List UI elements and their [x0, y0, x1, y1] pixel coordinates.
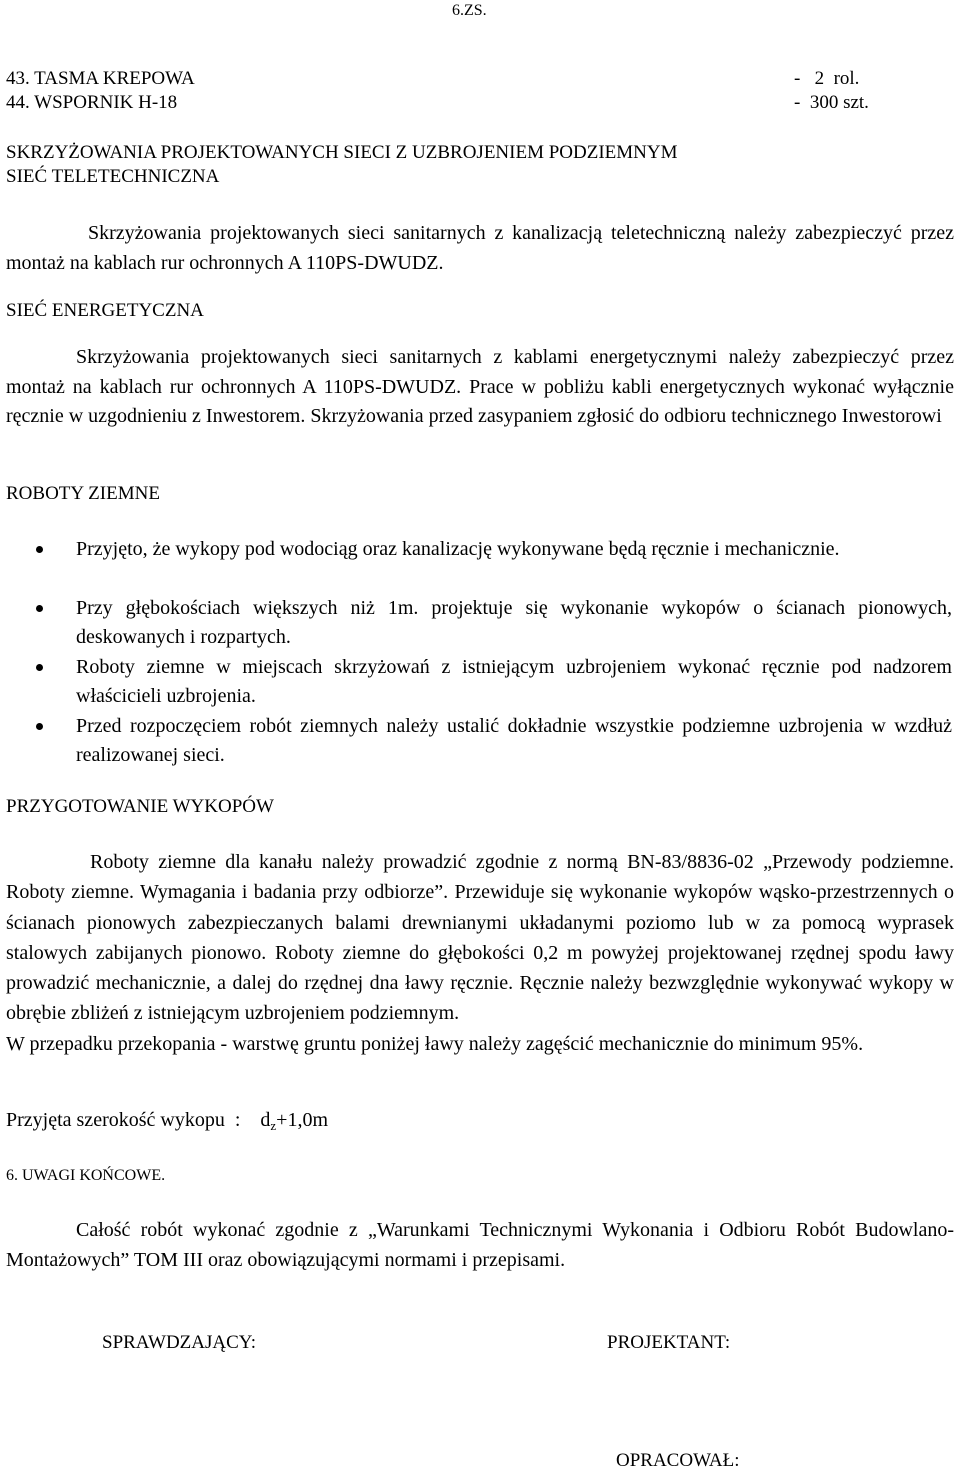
telecom-paragraph: Skrzyżowania projektowanych sieci sanitarnych z kanalizacją teletechniczną należy zabezpieczyć przez montaż na kablach rur ochronnych A 110PS-DWUDZ.	[6, 222, 954, 274]
bullet-marker	[36, 664, 43, 671]
section-heading-crossings: SKRZYŻOWANIA PROJEKTOWANYCH SIECI Z UZBROJENIEM PODZIEMNYM	[6, 142, 678, 163]
section-heading-earthworks: ROBOTY ZIEMNE	[6, 483, 160, 504]
subsection-heading-telecom: SIEĆ TELETECHNICZNA	[6, 166, 220, 187]
earthworks-bullet-item: Przyjęto, że wykopy pod wodociąg oraz kanalizację wykonywane będą ręcznie i mechanicznie.	[76, 538, 840, 560]
compaction-paragraph: W przepadku przekopania - warstwę gruntu poniżej ławy należy zagęścić mechanicznie do minimum 95%.	[6, 1033, 864, 1055]
subsection-heading-energy: SIEĆ ENERGETYCZNA	[6, 300, 204, 321]
material-item-qty: - 300 szt.	[794, 92, 869, 113]
page-number: 6.ZS.	[452, 2, 487, 19]
bullet-marker	[36, 723, 43, 730]
excavation-width-value: +1,0m	[276, 1109, 329, 1131]
material-item-qty: - 2 rol.	[794, 68, 860, 89]
bullet-marker	[36, 546, 43, 553]
excavation-paragraph: Roboty ziemne dla kanału należy prowadzić zgodnie z normą BN-83/8836-02 „Przewody podziemne. Roboty ziemne. Wymagania i badania przy odbiorze”. Przewiduje się wykonanie wykopów wąsko-przestrzennych o ścianach pionowych zabezpieczanych balami drewnianymi układanymi poziomo lub w za pomocą wyprasek stalowych zabijanych pionowo. Roboty ziemne do głębokości 0,2 m powyżej projektowanej rzędnej spodu ławy prowadzić mechanicznie, a dalej do rzędnej dna ławy ręcznie. Ręcznie należy bezwzględnie wykonywać wykopy w obrębie zbliżeń z istniejącym uzbrojeniem podziemnym.	[6, 851, 954, 1025]
excavation-width-subscript: z	[270, 1118, 277, 1133]
material-item-label: 44. WSPORNIK H-18	[6, 92, 178, 113]
excavation-width	[6, 1109, 328, 1137]
signature-checker-label: SPRAWDZAJĄCY:	[102, 1332, 257, 1353]
energy-paragraph: Skrzyżowania projektowanych sieci sanitarnych z kablami energetycznymi należy zabezpieczyć przez montaż na kablach rur ochronnych A 110PS-DWUDZ. Prace w pobliżu kabli energetycznych wykonać wyłącznie ręcznie w uzgodnieniu z Inwestorem. Skrzyżowania przed zasypaniem zgłosić do odbioru technicznego Inwestorowi	[6, 346, 954, 427]
excavation-width-label: Przyjęta szerokość wykopu :	[6, 1109, 241, 1131]
signature-author-label: OPRACOWAŁ:	[616, 1450, 740, 1471]
earthworks-bullet-item: Przed rozpoczęciem robót ziemnych należy ustalić dokładnie wszystkie podziemne uzbrojenia w wzdłuż realizowanej sieci.	[76, 715, 952, 766]
signature-designer-label: PROJEKTANT:	[607, 1332, 731, 1353]
earthworks-bullet-item: Przy głębokościach większych niż 1m. projektuje się wykonanie wykopów o ścianach pionowych, deskowanych i rozpartych.	[76, 597, 952, 648]
section-heading-final: 6. UWAGI KOŃCOWE.	[6, 1167, 166, 1184]
earthworks-bullet-item: Roboty ziemne w miejscach skrzyżowań z istniejącym uzbrojeniem wykonać ręcznie pod nadzorem właścicieli uzbrojenia.	[76, 656, 952, 707]
final-paragraph: Całość robót wykonać zgodnie z „Warunkami Technicznymi Wykonania i Odbioru Robót Budowlano-Montażowych” TOM III oraz obowiązującymi normami i przepisami.	[6, 1219, 954, 1271]
bullet-marker	[36, 605, 43, 612]
excavation-width-d: d	[260, 1109, 271, 1131]
section-heading-excavation: PRZYGOTOWANIE WYKOPÓW	[6, 796, 274, 817]
material-item-label: 43. TASMA KREPOWA	[6, 68, 195, 89]
